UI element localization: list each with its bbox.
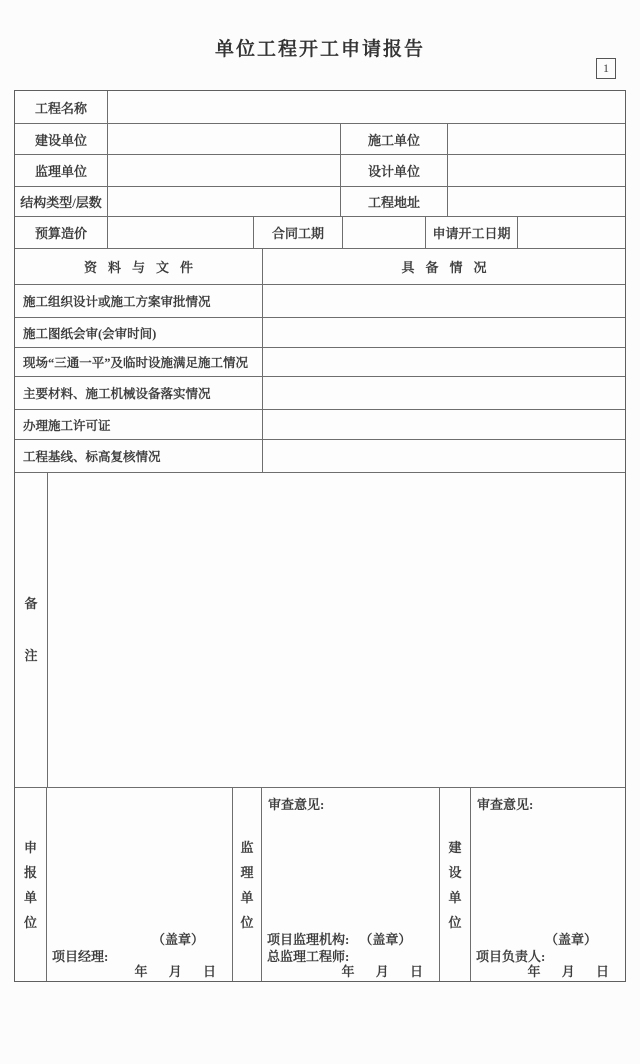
owner-opinion-label: 审查意见: [477,797,534,812]
construction-unit-value[interactable] [108,124,341,154]
design-unit-value[interactable] [448,155,625,186]
application-form-table [14,90,626,982]
checklist-item-status[interactable] [263,377,625,409]
requested-start-date-label: 申请开工日期 [426,217,518,248]
checklist-item-label: 主要材料、施工机械设备落实情况 [15,377,263,409]
applicant-date-label: 年 月 日 [134,964,216,979]
budget-cost-value[interactable] [108,217,254,248]
owner-date-label: 年 月 日 [527,964,609,979]
project-address-value[interactable] [448,187,625,216]
row-construction-unit [15,124,625,155]
checklist-item-status[interactable] [263,285,625,317]
row-budget [15,217,625,249]
structure-type-value[interactable] [108,187,341,216]
owner-signer-label: 项目负责人: [476,949,546,964]
owner-signoff-area[interactable] [471,788,625,981]
applicant-signer-label: 项目经理: [52,949,109,964]
row-project-name [15,91,625,124]
project-name-value[interactable] [108,91,625,123]
design-unit-label: 设计单位 [341,155,448,186]
contract-duration-label: 合同工期 [254,217,343,248]
supervisor-opinion-label: 审查意见: [268,797,325,812]
row-checklist-item [15,285,625,318]
status-header: 具备情况 [401,260,498,275]
checklist-item-status[interactable] [263,348,625,376]
row-structure-type [15,187,625,217]
requested-start-date-value[interactable] [518,217,625,248]
project-name-label: 工程名称 [15,91,108,123]
checklist-item-label: 施工图纸会审(会审时间) [15,318,263,347]
row-checklist-item [15,377,625,410]
row-signoff [15,788,625,981]
applicant-stamp-label: （盖章） [151,932,204,947]
owner-unit-label: 建设单位 [440,788,471,981]
supervisor-org-label: 项目监理机构: [267,932,350,947]
supervisor-date-label: 年 月 日 [341,964,423,979]
budget-cost-label: 预算造价 [15,217,108,248]
checklist-item-label: 办理施工许可证 [15,410,263,439]
owner-stamp-label: （盖章） [544,932,597,947]
supervisor-signoff-area[interactable] [262,788,440,981]
checklist-item-label: 现场“三通一平”及临时设施满足施工情况 [15,348,263,376]
remarks-label: 备注 [15,473,48,787]
checklist-item-label: 工程基线、标高复核情况 [15,440,263,472]
contractor-unit-label: 施工单位 [341,124,448,154]
row-checklist-item [15,440,625,473]
row-supervision-unit [15,155,625,187]
structure-type-label: 结构类型/层数 [15,187,108,216]
project-address-label: 工程地址 [341,187,448,216]
row-checklist-item [15,318,625,348]
page-number-box: 1 [596,58,616,79]
row-checklist-item [15,348,625,377]
construction-unit-label: 建设单位 [15,124,108,154]
supervision-unit-value[interactable] [108,155,341,186]
row-checklist-header [15,249,625,285]
checklist-item-label: 施工组织设计或施工方案审批情况 [15,285,263,317]
row-checklist-item [15,410,625,440]
checklist-item-status[interactable] [263,410,625,439]
supervisor-stamp-label: （盖章） [359,932,412,947]
row-remarks [15,473,625,788]
materials-header: 资料与文件 [15,249,263,284]
supervisor-unit-label: 监理单位 [233,788,262,981]
applicant-unit-label: 申报单位 [15,788,47,981]
contract-duration-value[interactable] [343,217,426,248]
remarks-content[interactable] [48,473,625,787]
page-title: 单位工程开工申请报告 [214,39,425,60]
supervision-unit-label: 监理单位 [15,155,108,186]
checklist-item-status[interactable] [263,318,625,347]
checklist-item-status[interactable] [263,440,625,472]
applicant-signoff-area[interactable] [47,788,233,981]
contractor-unit-value[interactable] [448,124,625,154]
supervisor-signer-label: 总监理工程师: [267,949,350,964]
